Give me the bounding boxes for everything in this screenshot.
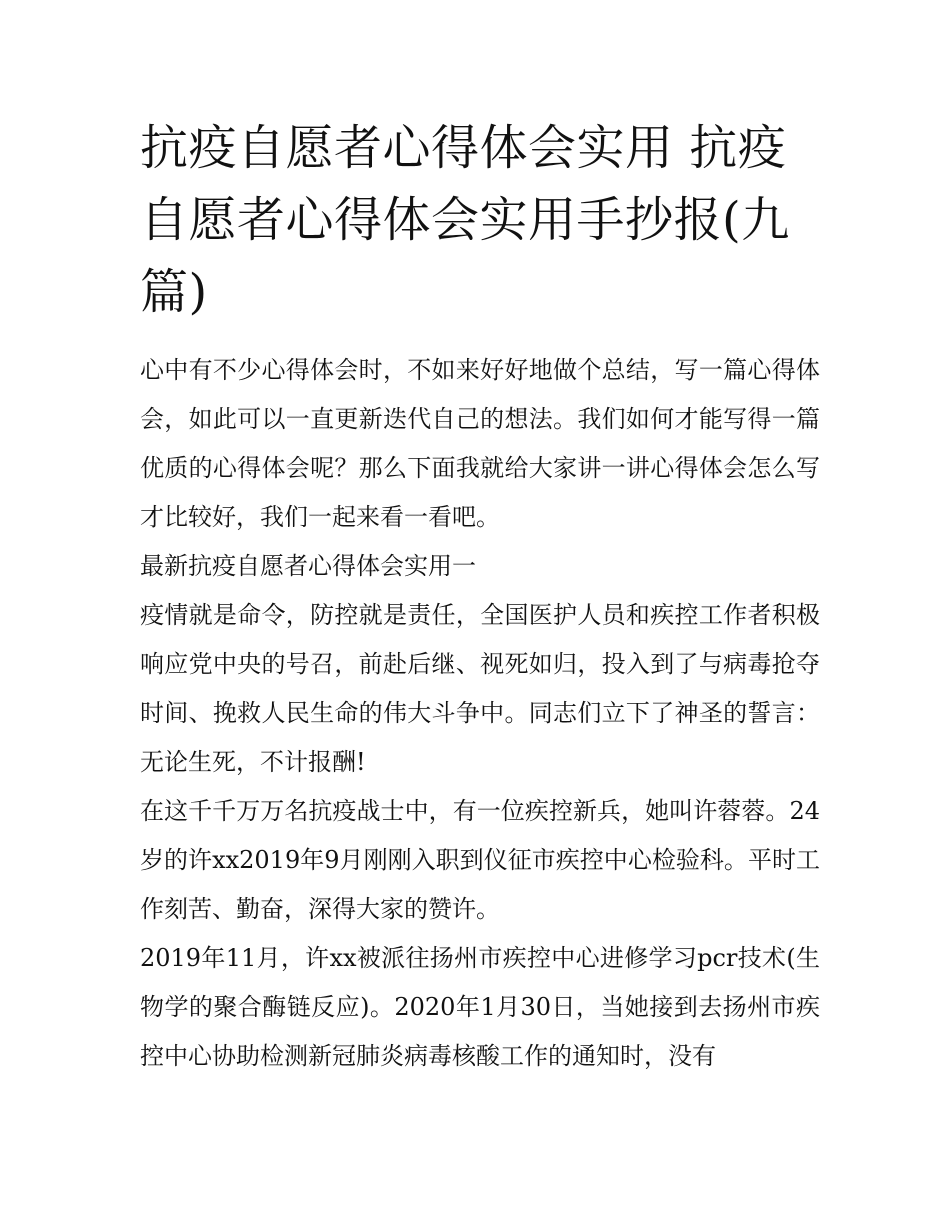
paragraph: 2019年11月，许xx被派往扬州市疾控中心进修学习pcr技术(生物学的聚合酶链反应)。2020年1月30日，当她接到去扬州市疾控中心协助检测新冠肺炎病毒核酸工作的通知时，没有 bbox=[140, 944, 820, 1070]
paragraph-intro: 心中有不少心得体会时，不如来好好地做个总结，写一篇心得体会，如此可以一直更新迭代自己的想法。我们如何才能写得一篇优质的心得体会呢？那么下面我就给大家讲一讲心得体会怎么写才比较好，我们一起来看一看吧。 bbox=[140, 356, 820, 531]
paragraph: 在这千千万万名抗疫战士中，有一位疾控新兵，她叫许蓉蓉。24岁的许xx2019年9月刚刚入职到仪征市疾控中心检验科。平时工作刻苦、勤奋，深得大家的赞许。 bbox=[140, 797, 820, 923]
document-page bbox=[140, 112, 820, 1081]
paragraph: 疫情就是命令，防控就是责任，全国医护人员和疾控工作者积极响应党中央的号召，前赴后继、视死如归，投入到了与病毒抢夺时间、挽救人民生命的伟大斗争中。同志们立下了神圣的誓言：无论生死，不计报酬! bbox=[140, 601, 820, 776]
section-heading: 最新抗疫自愿者心得体会实用一 bbox=[140, 552, 476, 580]
document-body bbox=[140, 346, 820, 1081]
document-title: 抗疫自愿者心得体会实用 抗疫自愿者心得体会实用手抄报(九篇) bbox=[140, 120, 790, 320]
